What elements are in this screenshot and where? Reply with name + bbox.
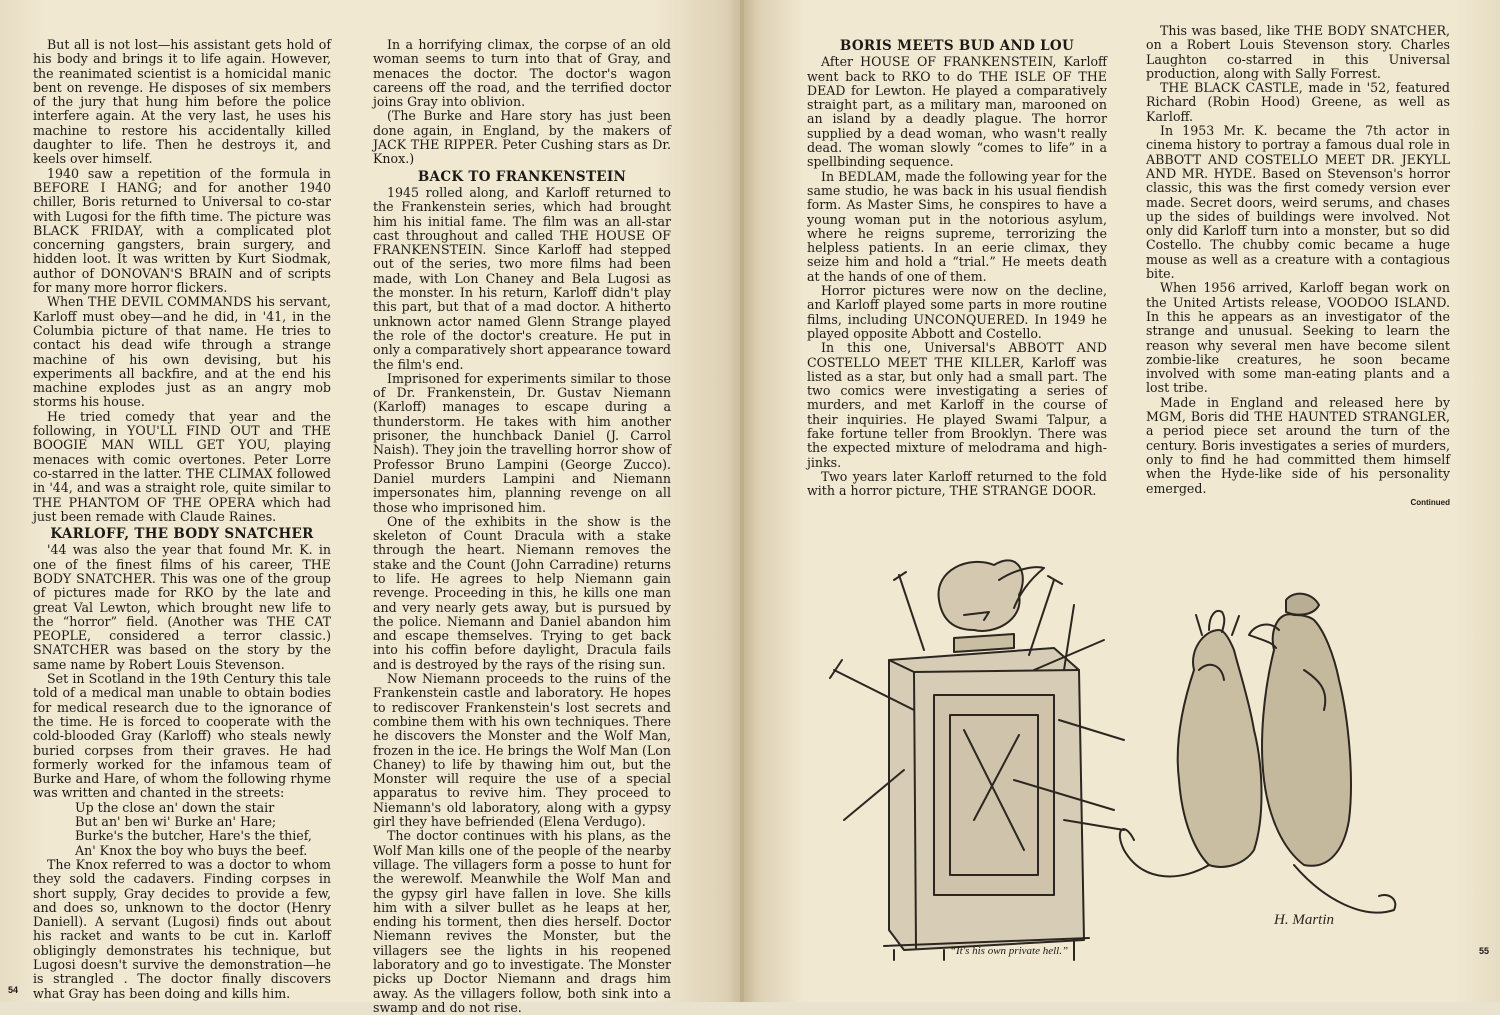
right-page xyxy=(744,0,1500,1002)
paragraph: Two years later Karloff returned to the fold with a horror picture, THE STRANGE DOOR. xyxy=(807,468,1107,499)
section-heading: BACK TO FRANKENSTEIN xyxy=(417,168,627,185)
paragraph: He tried comedy that year and the following, in YOU'LL FIND OUT and THE BOOGIE MAN WILL GET YOU, playing menaces with comic overtones. Peter Lorre co-starred in the latter. THE CLIMAX followed in '44, and was a straight role, quite similar to THE PHANTOM OF THE OPERA which had just been remade with Claude Raines. xyxy=(33,408,331,524)
paragraph: Set in Scotland in the 19th Century this tale told of a medical man unable to obtain bodies for medical research due to the ignorance of the time. He is forced to cooperate with the cold-blooded Gray (Karloff) who steals newly buried corpses from their graves. He had formerly worked for the infamous team of Burke and Hare, of whom the following rhyme was written and chanted in the streets: xyxy=(33,671,331,801)
paragraph: '44 was also the year that found Mr. K. in one of the finest films of his career, THE BODY SNATCHER. This was one of the group of pictures made for RKO by the late and great Val Lewton, which brought new life to the “horror” field. (Another was THE CAT PEOPLE, considered a terror classic.) SNATCHER was based on the story by the same name by Robert Louis Stevenson. xyxy=(33,542,331,672)
section-heading: BORIS MEETS BUD AND LOU xyxy=(839,38,1075,54)
paragraph: (The Burke and Hare story has just been done again, in England, by the makers of JACK THE RIPPER. Peter Cushing stars as Dr. Knox.) xyxy=(373,108,671,167)
paragraph: When THE DEVIL COMMANDS his servant, Karloff must obey—and he did, in '41, in the Columbia picture of that name. He tries to contact his dead wife through a strange machine of his own devising, but his experiments all backfire, and at the end his machine explodes just as an angry mob storms his house. xyxy=(33,294,331,410)
cartoon-illustration xyxy=(824,520,1424,960)
paragraph: One of the exhibits in the show is the skeleton of Count Dracula with a stake through the heart. Niemann removes the stake and the Count (John Carradine) returns to life. He agrees to help Niemann gain revenge. Proceeding in this, he kills one man and very nearly gets away, but is pursued by the police. Niemann and Daniel abandon him and escape themselves. Trying to get back into his coffin before daylight, Dracula fails and is destroyed by the rays of the rising sun. xyxy=(373,513,671,672)
section-heading: KARLOFF, THE BODY SNATCHER xyxy=(50,526,314,543)
paragraph: Horror pictures were now on the decline, and Karloff played some parts in more routine films, including UNCONQUERED. In 1949 he played opposite Abbott and Costello. xyxy=(807,283,1107,341)
paragraph: 1940 saw a repetition of the formula in BEFORE I HANG; and for another 1940 chiller, Boris returned to Universal to co-star with Lugosi for the fifth time. The picture was BLACK FRIDAY, with a complicated plot concerning gangsters, brain surgery, and hidden loot. It was written by Kurt Siodmak, author of DONOVAN'S BRAIN and of scripts for many more horror flickers. xyxy=(33,165,331,296)
paragraph: Now Niemann proceeds to the ruins of the Frankenstein castle and laboratory. He hopes to rediscover Frankenstein's lost secrets and combine them with his own techniques. There he discovers the Monster and the Wolf Man, frozen in the ice. He brings the Wolf Man (Lon Chaney) to life by thawing him out, but the Monster will require the use of a special apparatus to revive him. They proceed to Niemann's old laboratory, along with a gypsy girl they have befriended (Elena Verdugo). xyxy=(373,671,671,830)
paragraph: The doctor continues with his plans, as the Wolf Man kills one of the people of the nearby village. The villagers form a posse to hunt for the werewolf. Meanwhile the Wolf Man and the gypsy girl have fallen in love. She kills him with a silver bullet as he leaps at her, ending his torment, then dies herself. Doctor Niemann revives the Monster, but the villagers see the lights in his reopened laboratory and go to investigate. The Monster picks up Doctor Niemann and drags him away. As the villagers follow, both sink into a swamp and do not rise. xyxy=(373,828,671,1015)
paragraph: In this one, Universal's ABBOTT AND COSTELLO MEET THE KILLER, Karloff was listed as a star, but only had a small part. The two comics were investigating a series of murders, and met Karloff in the course of their inquiries. He played Swami Talpur, a fake fortune teller from Brooklyn. There was the expected mixture of melodrama and high-jinks. xyxy=(807,340,1107,470)
left-column-2 xyxy=(373,37,671,1015)
rhyme-line: Burke's the butcher, Hare's the thief, xyxy=(75,828,312,844)
paragraph: The Knox referred to was a doctor to whom they sold the cadavers. Finding corpses in short supply, Gray decides to provide a few, and does so, unknown to the doctor (Henry Daniell). A servant (Lugosi) finds out about his racket and wants to be cut in. Karloff obligingly demonstrates his technique, but Lugosi doesn't survive the demonstration—he is strangled . The doctor finally discovers what Gray has been doing and kills him. xyxy=(33,856,331,1001)
paragraph: In a horrifying climax, the corpse of an old woman seems to turn into that of Gray, and menaces the doctor. The doctor's wagon careens off the road, and the terrified doctor joins Gray into oblivion. xyxy=(373,37,671,110)
page-number-right: 55 xyxy=(1479,946,1490,956)
right-column-2 xyxy=(1146,23,1450,507)
paragraph: But all is not lost—his assistant gets hold of his body and brings it to life again. However, the reanimated scientist is a homicidal manic bent on revenge. He disposes of six members of the jury that hung him before the police interfere again. At the very last, he uses his machine to restore his accidentally killed daughter to life. Then he destroys it, and keels over himself. xyxy=(33,37,331,167)
paragraph: Made in England and released here by MGM, Boris did THE HAUNTED STRANGLER, a period piece set around the turn of the century. Boris investigates a series of murders, only to find he had committed them himself when the Hyde-like side of his personality emerged. xyxy=(1146,394,1450,496)
artist-signature: H. Martin xyxy=(1274,912,1334,928)
left-column-1 xyxy=(33,37,331,1001)
rhyme-line: Up the close an' down the stair xyxy=(75,799,275,815)
paragraph: Imprisoned for experiments similar to those of Dr. Frankenstein, Dr. Gustav Niemann (Karloff) manages to escape during a thunderstorm. He takes with him another prisoner, the hunchback Daniel (J. Carrol Naish). They join the travelling horror show of Professor Bruno Lampini (George Zucco). Daniel murders Lampini and Niemann impersonates him, planning revenge on all those who imprisoned him. xyxy=(373,370,671,515)
rhyme-line: An' Knox the boy who buys the beef. xyxy=(75,842,308,858)
paragraph: This was based, like THE BODY SNATCHER, on a Robert Louis Stevenson story. Charles Laughton co-starred in this Universal production, along with Sally Forrest. xyxy=(1146,23,1450,81)
paragraph: After HOUSE OF FRANKENSTEIN, Karloff went back to RKO to do THE ISLE OF THE DEAD for Lewton. He played a comparatively straight part, as a military man, marooned on an island by a deadly plague. The horror supplied by a dead woman, who wasn't really dead. The woman slowly “comes to life” in a spellbinding sequence. xyxy=(807,54,1107,170)
left-page xyxy=(0,0,742,1015)
paragraph: THE BLACK CASTLE, made in '52, featured Richard (Robin Hood) Greene, as well as Karloff. xyxy=(1146,80,1450,124)
page-number-left: 54 xyxy=(8,985,19,995)
rhyme-line: But an' ben wi' Burke an' Hare; xyxy=(75,814,277,830)
continued-label: Continued xyxy=(1410,497,1450,507)
paragraph: In BEDLAM, made the following year for the same studio, he was back in his usual fiendish form. As Master Sims, he conspires to have a young woman put in the notorious asylum, where he reigns supreme, terrorizing the helpless patients. In an eerie climax, they seize him and hold a “trial.” He meets death at the hands of one of them. xyxy=(807,168,1107,284)
paragraph: In 1953 Mr. K. became the 7th actor in cinema history to portray a famous dual role in ABBOTT AND COSTELLO MEET DR. JEKYLL AND MR. HYDE. Based on Stevenson's horror classic, this was the first comedy version ever made. Secret doors, weird serums, and chases up the sides of buildings were involved. Not only did Karloff turn into a monster, but so did Costello. The chubby comic became a huge mouse as well as a creature with a contagious bite. xyxy=(1146,123,1450,282)
paragraph: 1945 rolled along, and Karloff returned to the Frankenstein series, which had brought him his initial fame. The film was an all-star cast throughout and called THE HOUSE OF FRANKENSTEIN. Since Karloff had stepped out of the series, two more films had been made, with Lon Chaney and Bela Lugosi as the monster. In his return, Karloff didn't play this part, but that of a mad doctor. A hitherto unknown actor named Glenn Strange played the role of the doctor's creature. He put in only a comparatively short appearance toward the film's end. xyxy=(373,184,671,372)
paragraph: When 1956 arrived, Karloff began work on the United Artists release, VOODOO ISLAND. In this he appears as an investigator of the strange and unusual. Seeking to learn the reason why several men have become silent zombie-like creatures, he soon became involved with some man-eating plants and a lost tribe. xyxy=(1146,280,1450,396)
right-column-1 xyxy=(807,36,1107,499)
cartoon-caption: “It's his own private hell.” xyxy=(949,945,1069,957)
